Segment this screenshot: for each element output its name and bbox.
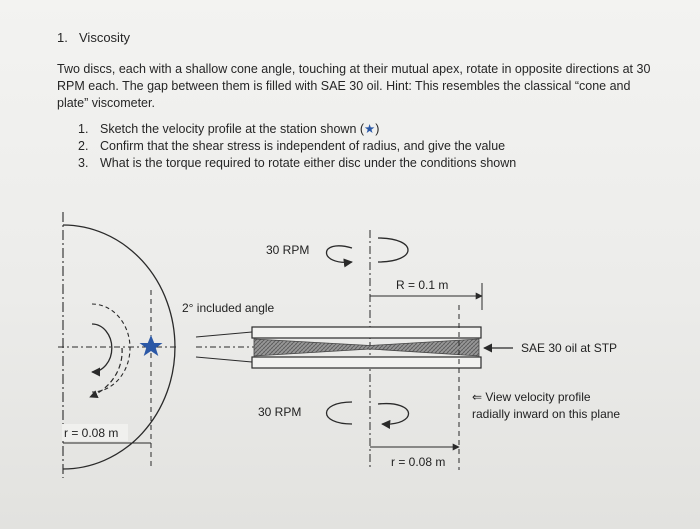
cone-plate-section [196, 230, 513, 470]
top-disc [252, 327, 481, 338]
question-number: 3. [78, 156, 89, 170]
view-profile-label: ⇐ View velocity profile [472, 390, 591, 404]
problem-title: Viscosity [79, 30, 131, 45]
radius-R-label: R = 0.1 m [396, 278, 449, 292]
bottom-disc [252, 357, 481, 368]
question-text: Confirm that the shear stress is independent of radius, and give the value [100, 139, 506, 153]
view-plane-label: radially inward on this plane [472, 407, 621, 421]
bottom-rotation-arc [327, 402, 353, 424]
top-rotation-arrow-icon [327, 246, 353, 263]
question-text: What is the torque required to rotate either disc under the conditions shown [100, 156, 517, 170]
rotation-arc-inner [92, 304, 130, 392]
problem-number: 1. [57, 30, 68, 45]
rotation-arrow-inner-icon [92, 324, 112, 372]
angle-label: 2° included angle [182, 301, 275, 315]
bottom-rpm-label: 30 RPM [258, 405, 302, 419]
bottom-radius-label: r = 0.08 m [391, 455, 446, 469]
bottom-rotation-arrow-icon [378, 404, 409, 425]
star-marker-icon [140, 335, 163, 356]
question-number: 2. [78, 139, 89, 153]
top-rpm-label: 30 RPM [266, 243, 310, 257]
angle-line-lower [196, 357, 252, 362]
top-rotation-arc [378, 238, 408, 262]
star-icon: ★ [364, 122, 376, 136]
problem-statement: Two discs, each with a shallow cone angle, touching at their mutual apex, rotate in opposite directions at 30 RPM each. The gap between them is filled with SAE 30 oil. Hint: This resembles the classical “cone and plate” viscometer. [57, 62, 651, 110]
question-number: 1. [78, 122, 89, 136]
oil-gap [254, 339, 479, 356]
rotation-arrow-outer-icon [90, 348, 122, 397]
oil-label: SAE 30 oil at STP [521, 341, 618, 355]
side-radius-label: r = 0.08 m [64, 426, 119, 440]
angle-line-upper [196, 332, 252, 337]
question-text: Sketch the velocity profile at the station shown (★) [100, 122, 380, 136]
